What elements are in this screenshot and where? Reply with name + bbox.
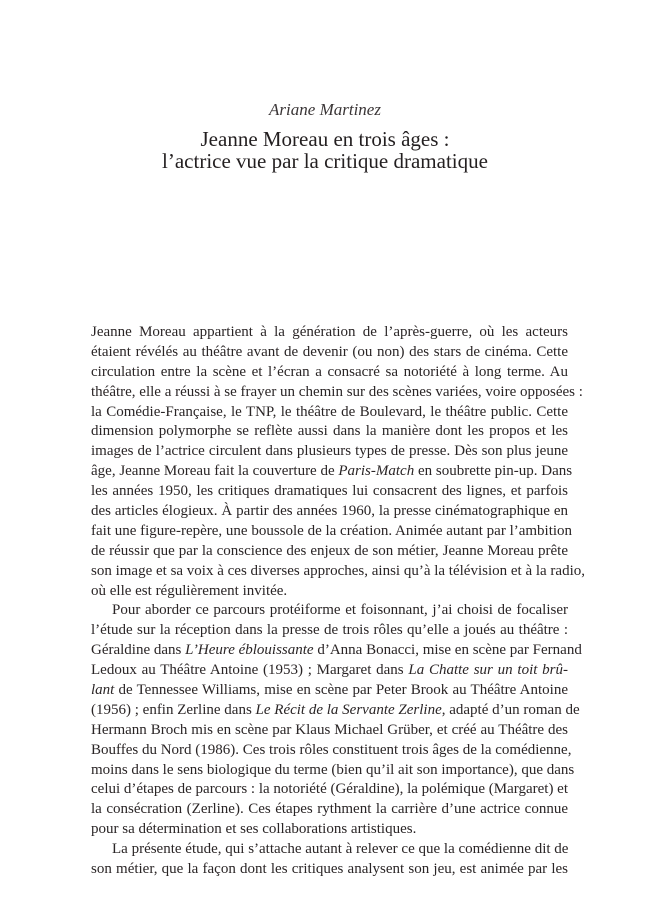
text-line: étaient révélés au théâtre avant de devenir (ou non) des stars de cinéma. Cette (91, 343, 568, 360)
italic-title: Le Récit de la Servante Zerline (255, 701, 442, 718)
title-line-1: Jeanne Moreau en trois âges : (200, 127, 450, 151)
text-line: des articles élogieux. À partir des années 1960, la presse cinématographique en (91, 503, 568, 520)
text-segment: d’Anna Bonacci, mise en scène par Fernand (313, 642, 582, 659)
text-segment: en soubrette pin-up. Dans (414, 463, 573, 480)
text-line: les années 1950, les critiques dramatiques lui consacrent des lignes, et parfois (91, 483, 568, 500)
text-line: La présente étude, qui s’attache autant à relever ce que la comédienne dit de (112, 841, 569, 858)
text-line: son image et sa voix à ces diverses approches, ainsi qu’à la télévision et à la radio, (91, 562, 586, 579)
text-line: pour sa détermination et ses collaborations artistiques. (91, 821, 417, 838)
text-line: l’étude sur la réception dans la presse de trois rôles qu’elle a joués au théâtre : (91, 622, 568, 639)
text-line (91, 701, 580, 721)
text-line: Jeanne Moreau appartient à la génération de l’après-guerre, où les acteurs (91, 324, 568, 340)
text-line: images de l’actrice circulent dans plusieurs types de presse. Dès son plus jeune (91, 443, 568, 460)
text-line: dimension polymorphe se reflète aussi dans la manière dont les propos et les (91, 423, 568, 440)
chapter-title (0, 128, 650, 172)
text-line: moins dans le sens biologique du terme (bien qu’il ait son importance), que dans (91, 761, 575, 778)
text-line (91, 681, 568, 701)
text-segment: , adapté d’un roman de (441, 701, 580, 718)
text-line: où elle est régulièrement invitée. (91, 582, 288, 599)
text-line: de réussir que par la conscience des enjeux de son métier, Jeanne Moreau prête (91, 542, 568, 559)
paragraph-1 (91, 323, 586, 601)
text-line: circulation entre la scène et l’écran a consacré sa notoriété à long terme. Au (91, 363, 568, 380)
italic-title: lant (91, 682, 115, 699)
text-line: la consécration (Zerline). Ces étapes rythment la carrière d’une actrice connue (91, 801, 568, 818)
text-line (91, 462, 573, 482)
title-line-2: l’actrice vue par la critique dramatique (162, 149, 488, 173)
text-segment: âge, Jeanne Moreau fait la couverture de (91, 463, 339, 480)
body-text (91, 323, 586, 880)
paragraph-3 (91, 840, 568, 880)
text-line: fait une figure-repère, une boussole de la création. Animée autant par l’ambition (91, 522, 573, 539)
text-segment: (1956) ; enfin Zerline dans (91, 701, 256, 718)
text-segment: de Tennessee Williams, mise en scène par Peter Brook au Théâtre Antoine (114, 682, 568, 699)
text-line: théâtre, elle a réussi à se frayer un chemin sur des scènes variées, voire opposées : (91, 383, 583, 400)
text-line: son métier, que la façon dont les critiques analysent son jeu, est animée par les (91, 861, 568, 878)
text-line: celui d’étapes de parcours : la notoriété (Géraldine), la polémique (Margaret) et (91, 781, 569, 798)
paragraph-2 (91, 601, 582, 840)
text-line: la Comédie-Française, le TNP, le théâtre de Boulevard, le théâtre public. Cette (91, 403, 568, 420)
text-line: Pour aborder ce parcours protéiforme et foisonnant, j’ai choisi de focaliser (112, 602, 568, 619)
text-line (91, 661, 568, 681)
italic-title: L’Heure éblouissante (185, 642, 314, 659)
text-line (91, 641, 582, 661)
italic-title: La Chatte sur un toit brû- (408, 662, 568, 679)
italic-title: Paris-Match (338, 463, 415, 480)
text-line: Hermann Broch mis en scène par Klaus Michael Grüber, et créé au Théâtre des (91, 721, 568, 738)
text-line: Bouffes du Nord (1986). Ces trois rôles constituent trois âges de la comédienne, (91, 741, 572, 758)
text-segment: Ledoux au Théâtre Antoine (1953) ; Margaret dans (91, 662, 409, 679)
text-segment: Géraldine dans (91, 642, 186, 659)
author-name: Ariane Martinez (269, 100, 381, 119)
